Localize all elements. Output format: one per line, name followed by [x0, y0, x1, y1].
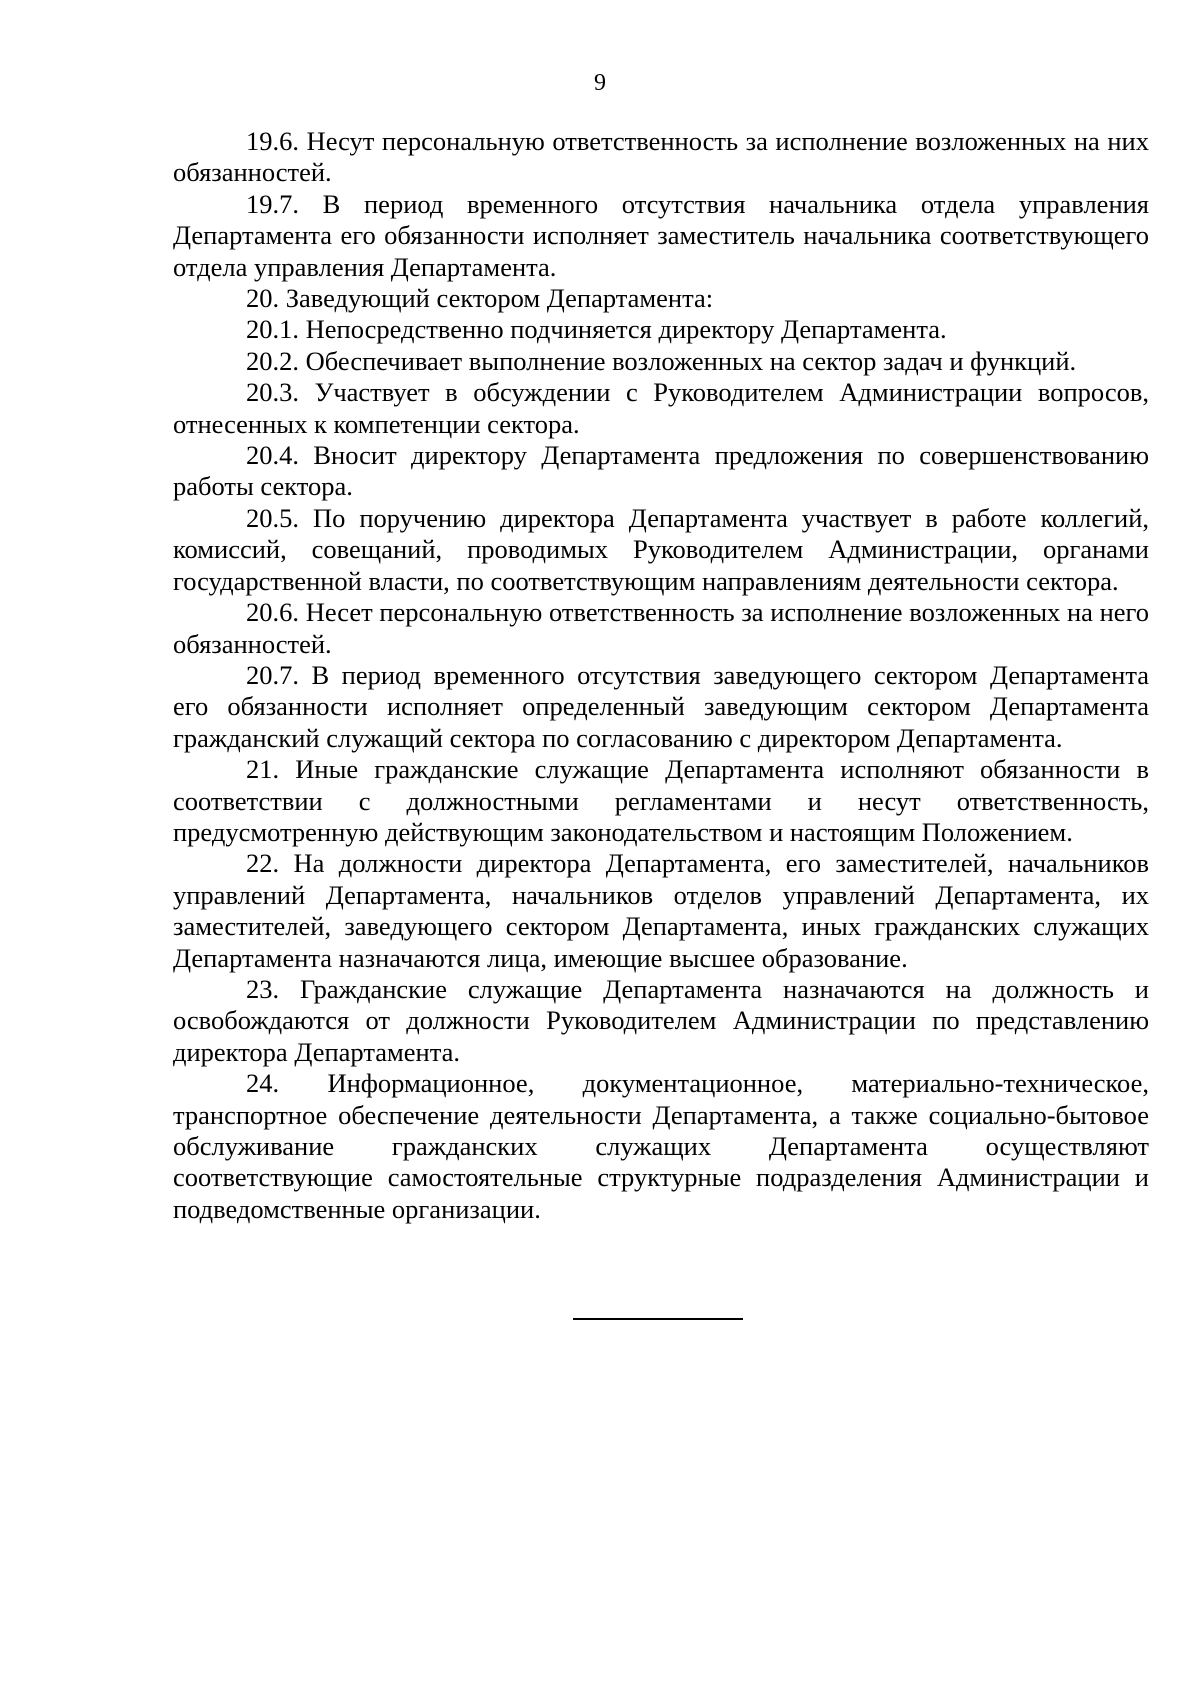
- paragraph-20-7: 20.7. В период временного отсутствия заведующего сектором Департамента его обязанности исполняет определенный заведующим сектором Департамента гражданский служащий сектора по согласованию с директором Департамента.: [173, 659, 1149, 753]
- paragraph-20: 20. Заведующий сектором Департамента:: [246, 283, 714, 314]
- page-number: 9: [594, 70, 606, 96]
- paragraph-20-4: 20.4. Вносит директору Департамента предложения по совершенствованию работы сектора.: [173, 440, 1149, 502]
- paragraph-20-6: 20.6. Несет персональную ответственность за исполнение возложенных на него обязанностей.: [173, 597, 1149, 659]
- paragraph-21: 21. Иные гражданские служащие Департамента исполняют обязанности в соответствии с должностными регламентами и несут ответственность, предусмотренную действующим законодательством и настоящим Положением.: [173, 754, 1149, 847]
- end-of-document-rule: [573, 1318, 743, 1320]
- paragraph-19-7: 19.7. В период временного отсутствия начальника отдела управления Департамента его обязанности исполняет заместитель начальника соответствующего отдела управления Департамента.: [173, 188, 1149, 282]
- paragraph-20-2: 20.2. Обеспечивает выполнение возложенных на сектор задач и функций.: [246, 345, 1077, 376]
- paragraph-20-1: 20.1. Непосредственно подчиняется директору Департамента.: [246, 314, 947, 345]
- paragraph-20-5: 20.5. По поручению директора Департамента участвует в работе коллегий, комиссий, совещаний, проводимых Руководителем Администрации, органами государственной власти, по соответствующим направлениям деятельности сектора.: [173, 502, 1149, 596]
- paragraph-19-6: 19.6. Несут персональную ответственность за исполнение возложенных на них обязанностей.: [173, 126, 1149, 188]
- paragraph-24: 24. Информационное, документационное, материально-техническое, транспортное обеспечение деятельности Департамента, а также социально-бытовое обслуживание гражданских служащих Департамента осуществляют соответствующие самостоятельные структурные подразделения Администрации и подведомственные организации.: [173, 1068, 1149, 1224]
- document-body: [173, 126, 1149, 1225]
- paragraph-23: 23. Гражданские служащие Департамента назначаются на должность и освобождаются от должности Руководителем Администрации по представлению директора Департамента.: [173, 973, 1149, 1067]
- paragraph-20-3: 20.3. Участвует в обсуждении с Руководителем Администрации вопросов, отнесенных к компетенции сектора.: [173, 377, 1149, 439]
- paragraph-22: 22. На должности директора Департамента, его заместителей, начальников управлений Департамента, начальников отделов управлений Департамента, их заместителей, заведующего сектором Департамента, иных гражданских служащих Департамента назначаются лица, имеющие высшее образование.: [173, 848, 1149, 973]
